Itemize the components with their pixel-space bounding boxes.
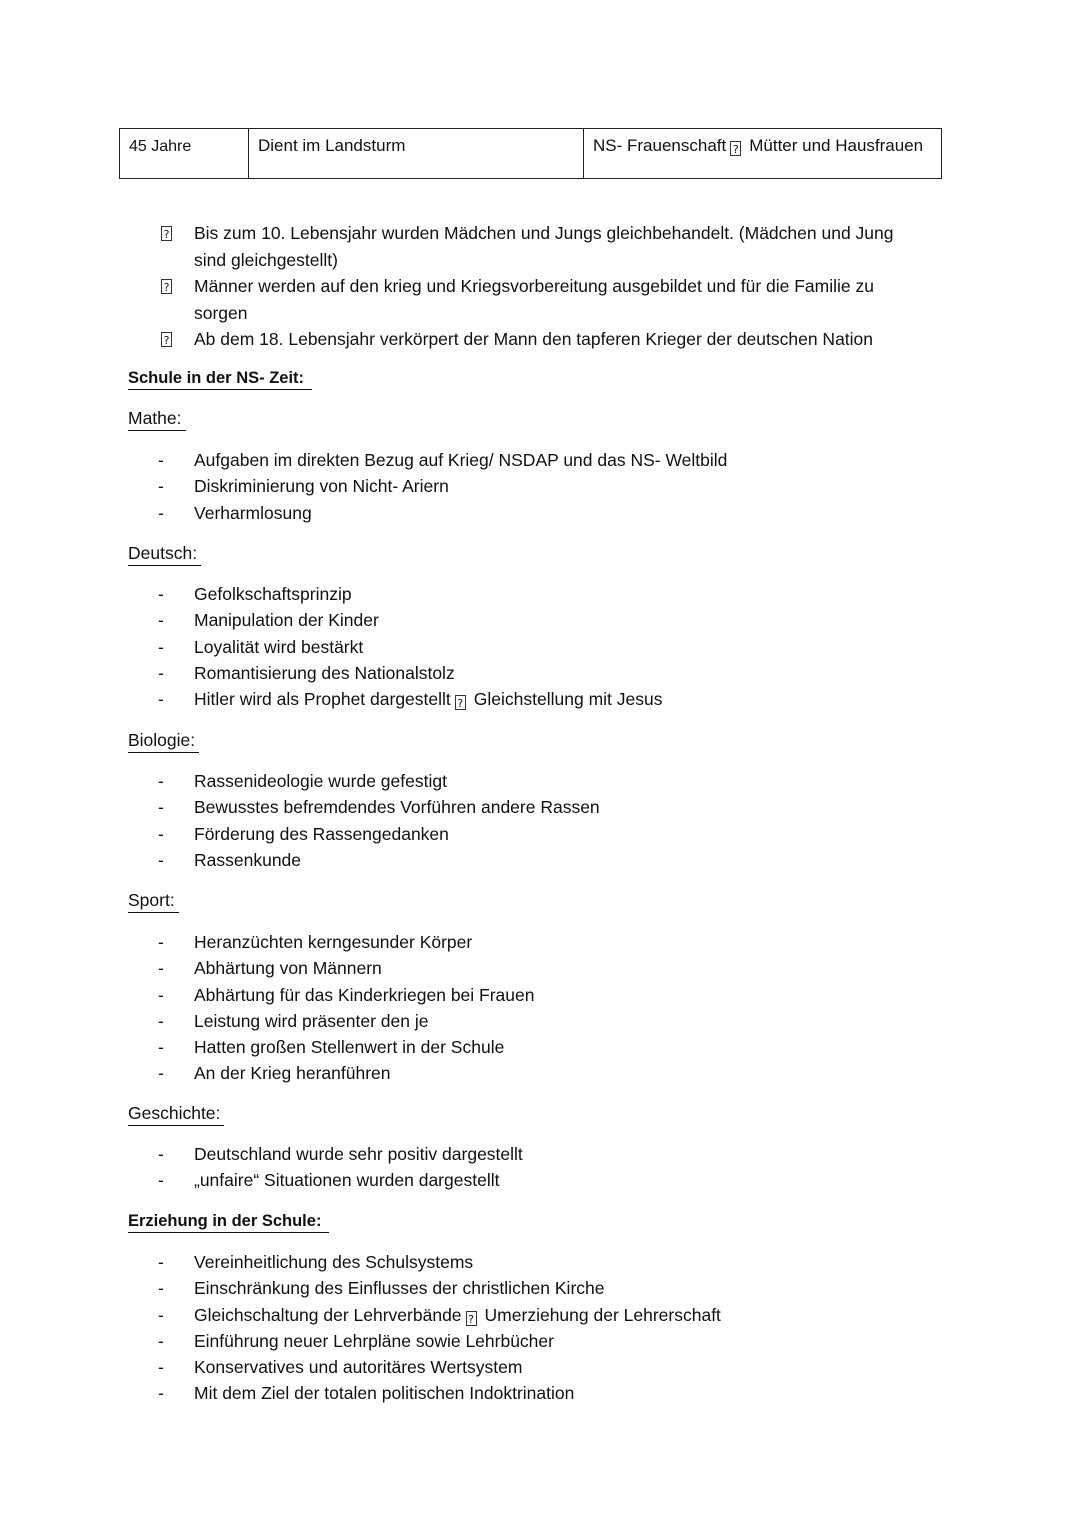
subject-heading-deutsch: Deutsch: <box>128 541 201 566</box>
list-item: ? Bis zum 10. Lebensjahr wurden Mädchen und Jungs gleichbehandelt. (Mädchen und Jung sind gleichgestellt) <box>159 220 929 273</box>
list-item: - Deutschland wurde sehr positiv dargestellt <box>158 1144 523 1164</box>
table-cell-girls <box>583 129 941 178</box>
mathe-list <box>158 447 727 526</box>
list-item: - „unfaire“ Situationen wurden dargestellt <box>158 1170 500 1191</box>
list-item: - Verharmlosung <box>158 502 312 523</box>
list-item: - Bewusstes befremdendes Vorführen andere Rassen <box>158 797 600 818</box>
list-item: - Abhärtung für das Kinderkriegen bei Frauen <box>158 984 535 1005</box>
list-item: - Heranzüchten kerngesunder Körper <box>158 932 473 952</box>
list-item: ? Ab dem 18. Lebensjahr verkörpert der Mann den tapferen Krieger der deutschen Nation <box>159 326 929 353</box>
missing-glyph-icon: ? <box>161 279 172 294</box>
subject-heading-biologie: Biologie: <box>128 728 199 753</box>
section-heading-erziehung: Erziehung in der Schule: <box>128 1210 329 1233</box>
list-item: - Einführung neuer Lehrpläne sowie Lehrbücher <box>158 1330 554 1351</box>
list-item: - Vereinheitlichung des Schulsystems <box>158 1252 474 1272</box>
list-item: - Gleichschaltung der Lehrverbände ? Umerziehung der Lehrerschaft <box>158 1304 721 1326</box>
list-item: - Förderung des Rassengedanken <box>158 823 449 844</box>
list-item: ? Männer werden auf den krieg und Kriegsvorbereitung ausgebildet und für die Familie zu sorgen <box>159 273 929 326</box>
list-item: - Aufgaben im direkten Bezug auf Krieg/ NSDAP und das NS- Weltbild <box>158 450 728 470</box>
list-item: - Diskriminierung von Nicht- Ariern <box>158 476 449 497</box>
missing-glyph-icon: ? <box>455 695 466 710</box>
subject-heading-sport: Sport: <box>128 888 179 913</box>
geschichte-list <box>158 1141 523 1194</box>
table-cell-girls-text-a: NS- Frauenschaft <box>593 136 727 155</box>
missing-glyph-icon: ? <box>161 332 172 347</box>
subject-heading-geschichte: Geschichte: <box>128 1101 224 1126</box>
list-item: - Einschränkung des Einflusses der christlichen Kirche <box>158 1278 605 1299</box>
sport-list <box>158 929 535 1087</box>
table-cell-boys: Dient im Landsturm <box>248 129 583 178</box>
list-item: - Rassenkunde <box>158 849 302 870</box>
list-item: - Rassenideologie wurde gefestigt <box>158 771 447 791</box>
intro-bullet-list <box>159 220 929 353</box>
table-cell-age: 45 Jahre <box>129 138 192 155</box>
section-heading-school: Schule in der NS- Zeit: <box>128 367 312 390</box>
list-item: - Manipulation der Kinder <box>158 610 379 631</box>
list-item: - Hitler wird als Prophet dargestellt ? Gleichstellung mit Jesus <box>158 689 663 711</box>
missing-glyph-icon: ? <box>466 1311 477 1326</box>
biologie-list <box>158 768 600 873</box>
list-item: - Romantisierung des Nationalstolz <box>158 662 455 683</box>
table-cell-girls-text-b: Mütter und Hausfrauen <box>749 136 924 155</box>
list-item: - Mit dem Ziel der totalen politischen Indoktrination <box>158 1383 575 1404</box>
deutsch-list <box>158 581 662 712</box>
list-item: - Gefolkschaftsprinzip <box>158 584 352 604</box>
age-table-row <box>119 128 942 179</box>
list-item: - Leistung wird präsenter den je <box>158 1010 429 1031</box>
missing-glyph-icon: ? <box>161 226 172 241</box>
missing-glyph-icon: ? <box>730 141 741 156</box>
subject-heading-mathe: Mathe: <box>128 406 186 431</box>
list-item: - An der Krieg heranführen <box>158 1063 391 1084</box>
list-item: - Loyalität wird bestärkt <box>158 636 364 657</box>
list-item: - Abhärtung von Männern <box>158 958 382 979</box>
list-item: - Konservatives und autoritäres Wertsystem <box>158 1357 523 1378</box>
erziehung-list <box>158 1249 721 1407</box>
list-item: - Hatten großen Stellenwert in der Schule <box>158 1037 505 1058</box>
